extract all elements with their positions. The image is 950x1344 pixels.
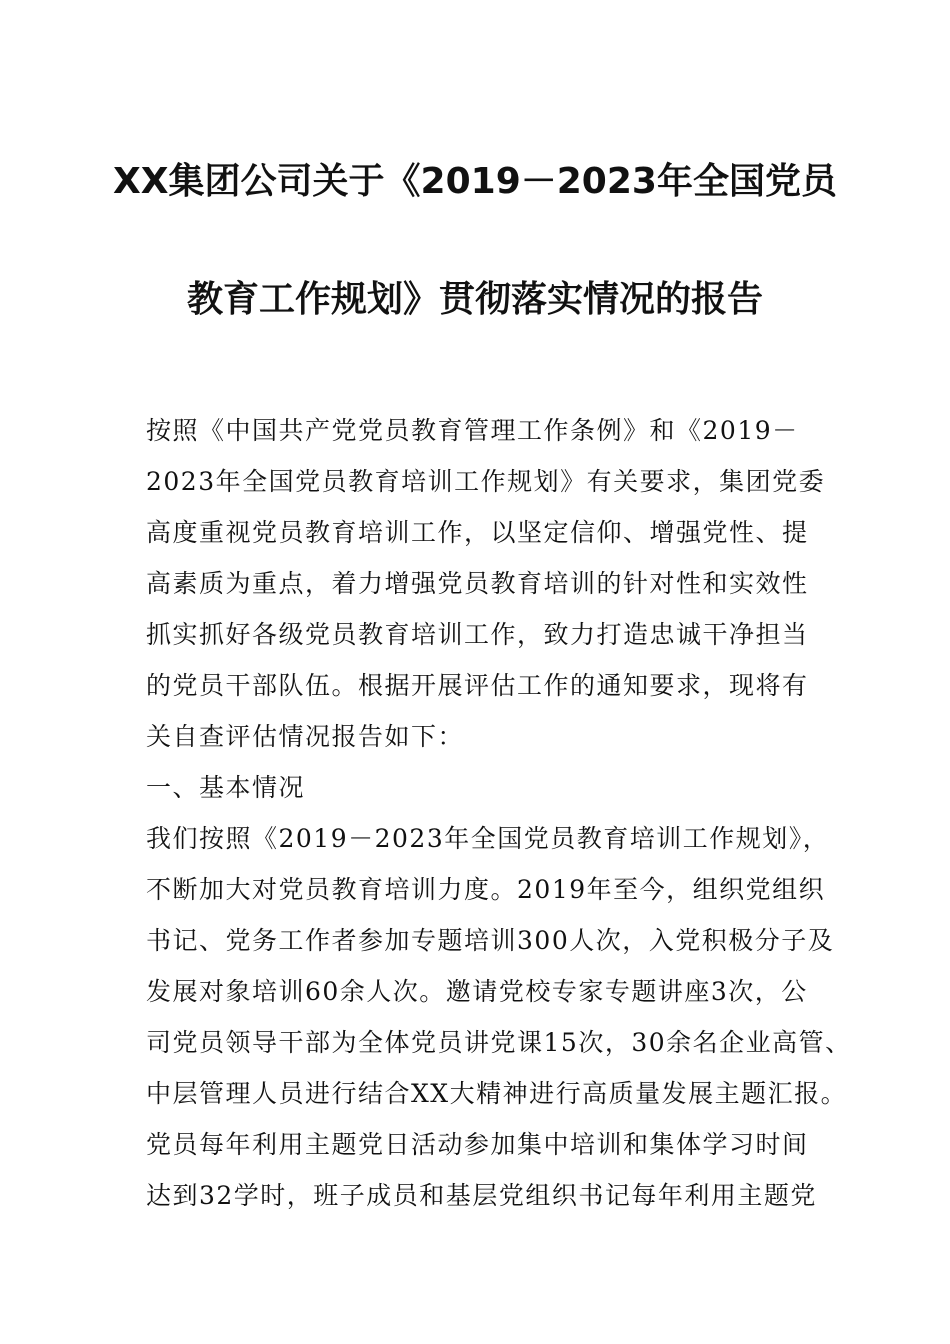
body-line: 高度重视党员教育培训工作，以坚定信仰、增强党性、提 — [146, 518, 809, 547]
body-line: 中层管理人员进行结合XX大精神进行高质量发展主题汇报。 — [146, 1079, 848, 1108]
body-line: 关自查评估情况报告如下： — [146, 722, 465, 751]
body-line: 不断加大对党员教育培训力度。2019年至今，组织党组织 — [146, 875, 826, 904]
section-heading: 一、基本情况 — [146, 773, 306, 802]
body-line: 司党员领导干部为全体党员讲党课15次，30余名企业高管、 — [146, 1028, 852, 1057]
body-line: 按照《中国共产党党员教育管理工作条例》和《2019－ — [146, 416, 799, 445]
document-title-line-2: 教育工作规划》贯彻落实情况的报告 — [186, 279, 763, 320]
body-line: 高素质为重点，着力增强党员教育培训的针对性和实效性 — [146, 569, 809, 598]
body-line: 抓实抓好各级党员教育培训工作，致力打造忠诚干净担当 — [146, 620, 809, 649]
document-title-line-1: XX集团公司关于《2019－2023年全国党员 — [113, 161, 837, 202]
body-line: 发展对象培训60余人次。邀请党校专家专题讲座3次，公 — [146, 977, 808, 1006]
body-line: 书记、党务工作者参加专题培训300人次，入党积极分子及 — [146, 926, 835, 955]
document-body — [146, 405, 852, 1221]
body-line: 的党员干部队伍。根据开展评估工作的通知要求，现将有 — [146, 671, 809, 700]
body-line: 党员每年利用主题党日活动参加集中培训和集体学习时间 — [146, 1130, 809, 1159]
body-line: 我们按照《2019－2023年全国党员教育培训工作规划》， — [146, 824, 830, 853]
body-line: 达到32学时，班子成员和基层党组织书记每年利用主题党 — [146, 1181, 817, 1210]
body-line: 2023年全国党员教育培训工作规划》有关要求，集团党委 — [146, 467, 826, 496]
